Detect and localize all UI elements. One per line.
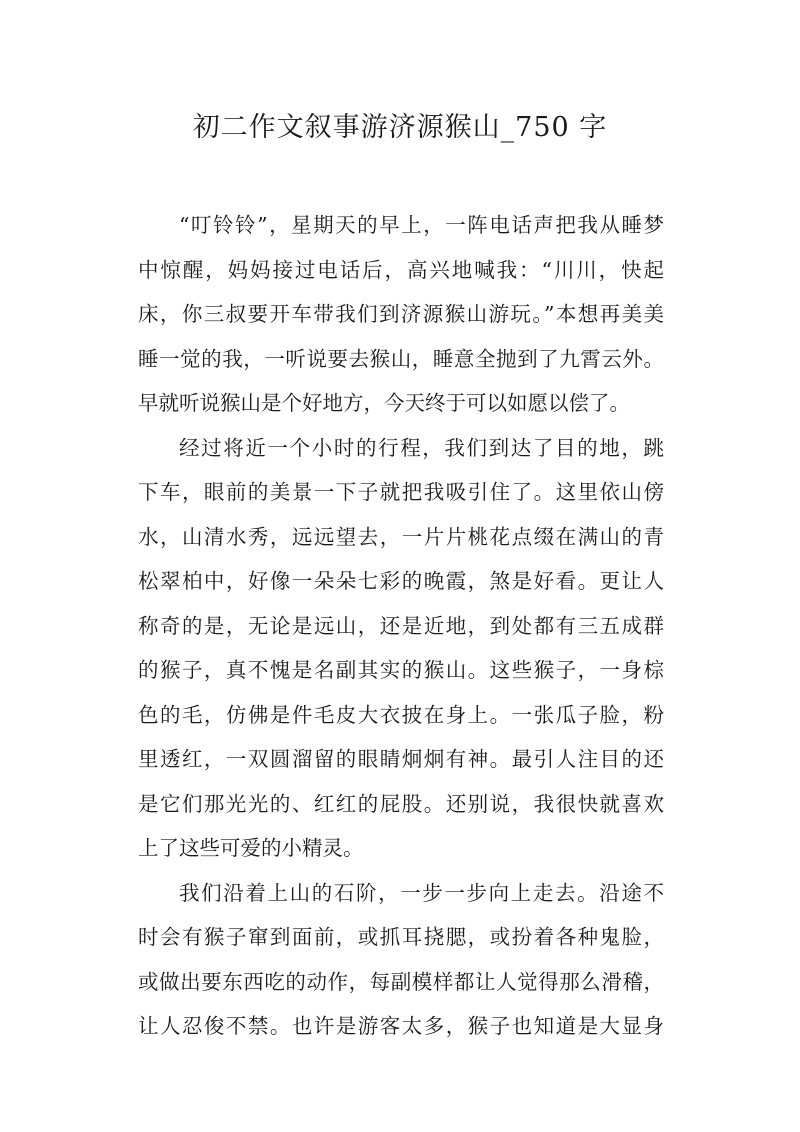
text-line: 中惊醒，妈妈接过电话后，高兴地喊我：“川川，快起 — [138, 257, 664, 282]
text-line: 让人忍俊不禁。也许是游客太多，猴子也知道是大显身 — [138, 1014, 664, 1038]
text-line: 上了这些可爱的小精灵。 — [138, 836, 364, 860]
text-line: 松翠柏中，好像一朵朵七彩的晚霞，煞是好看。更让人 — [138, 569, 664, 593]
document-body — [138, 203, 664, 1049]
text-line: 是它们那光光的、红红的屁股。还别说，我很快就喜欢 — [138, 791, 664, 816]
document-title: 初二作文叙事游济源猴山_750 字 — [192, 112, 608, 143]
text-line: 色的毛，仿佛是件毛皮大衣披在身上。一张瓜子脸，粉 — [138, 702, 664, 727]
text-line: 或做出要东西吃的动作，每副模样都让人觉得那么滑稽， — [138, 969, 664, 994]
text-line: 下车，眼前的美景一下子就把我吸引住了。这里依山傍 — [138, 480, 664, 504]
text-line: 时会有猴子窜到面前，或抓耳挠腮，或扮着各种鬼脸， — [138, 925, 664, 949]
text-line: 里透红，一双圆溜留的眼睛炯炯有神。最引人注目的还 — [138, 747, 664, 771]
text-line: 床，你三叔要开车带我们到济源猴山游玩。”本想再美美 — [138, 302, 664, 326]
text-line: “叮铃铃”，星期天的早上，一阵电话声把我从睡梦 — [179, 213, 664, 237]
text-line: 经过将近一个小时的行程，我们到达了目的地，跳 — [179, 435, 664, 460]
text-line: 我们沿着上山的石阶，一步一步向上走去。沿途不 — [179, 880, 664, 905]
text-line: 早就听说猴山是个好地方，今天终于可以如愿以偿了。 — [138, 391, 630, 415]
text-line: 水，山清水秀，远远望去，一片片桃花点缀在满山的青 — [138, 524, 664, 549]
text-line: 睡一觉的我，一听说要去猴山，睡意全抛到了九霄云外。 — [138, 346, 664, 371]
text-line: 的猴子，真不愧是名副其实的猴山。这些猴子，一身棕 — [138, 658, 664, 682]
text-line: 称奇的是，无论是远山，还是近地，到处都有三五成群 — [138, 613, 664, 638]
